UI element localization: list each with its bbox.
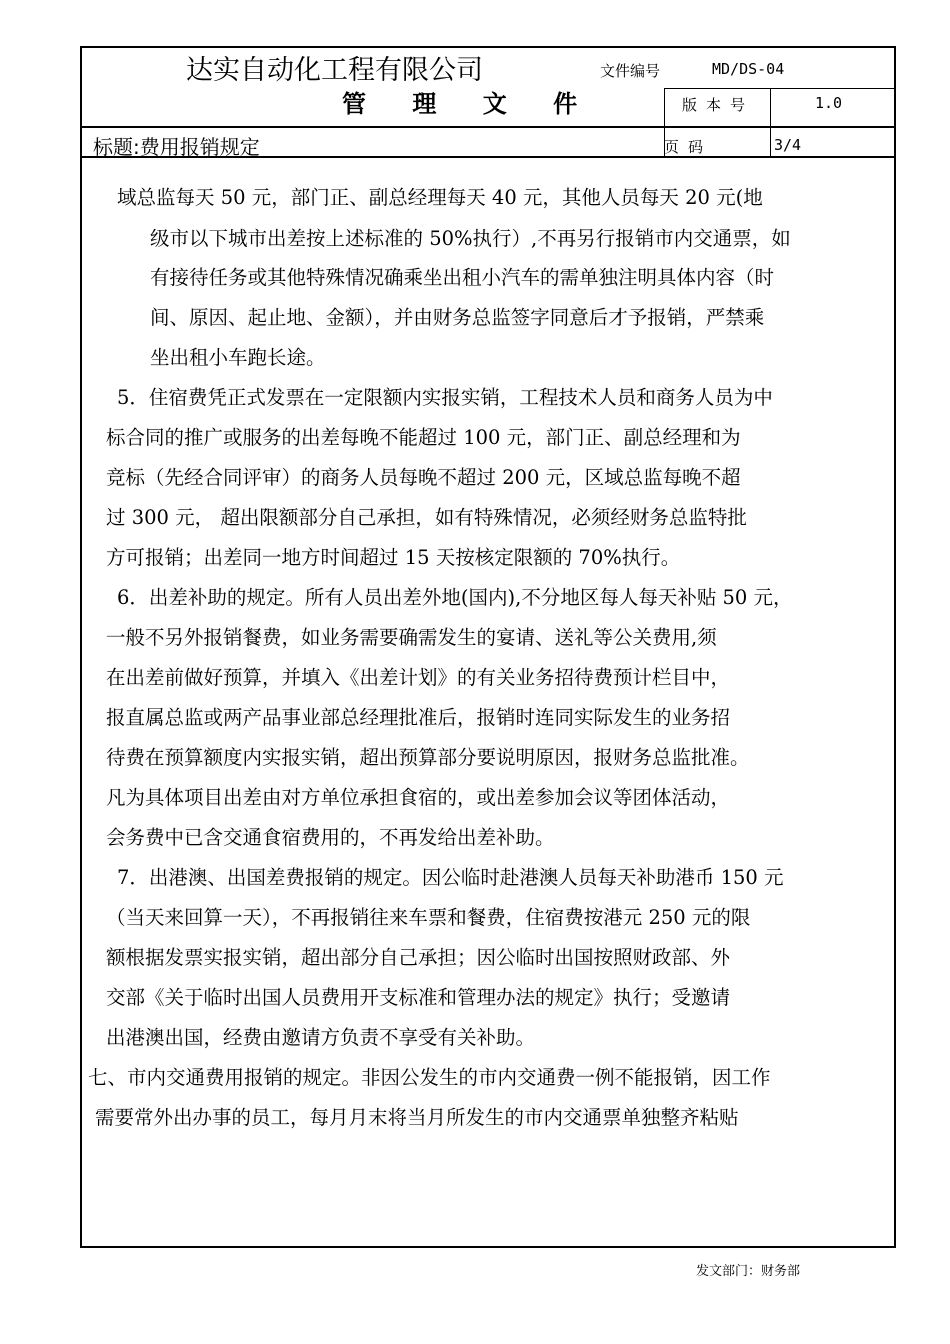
- body-line: 报直属总监或两产品事业部总经理批准后，报销时连同实际发生的业务招: [106, 706, 731, 729]
- company-name: 达实自动化工程有限公司: [186, 55, 483, 86]
- body-line: 坐出租小车跑长途。: [150, 346, 326, 369]
- body-line: 5．住宿费凭正式发票在一定限额内实报实销，工程技术人员和商务人员为中: [117, 386, 773, 409]
- version-value: 1.0: [815, 94, 843, 112]
- body-line: 七、市内交通费用报销的规定。非因公发生的市内交通费一例不能报销，因工作: [88, 1066, 771, 1089]
- body-line: 在出差前做好预算，并填入《出差计划》的有关业务招待费预计栏目中，: [106, 666, 731, 689]
- body-line: 需要常外出办事的员工，每月月末将当月所发生的市内交通票单独整齐粘贴: [95, 1106, 739, 1129]
- header-divider: [80, 126, 896, 128]
- body-line: （当天来回算一天），不再报销往来车票和餐费，住宿费按港元 250 元的限: [106, 906, 751, 929]
- body-line: 竞标（先经合同评审）的商务人员每晚不超过 200 元，区域总监每晚不超: [106, 466, 741, 489]
- body-line: 方可报销；出差同一地方时间超过 15 天按核定限额的 70%执行。: [106, 546, 681, 569]
- file-number-value: MD/DS-04: [712, 60, 785, 78]
- document-subject: 标题:费用报销规定: [93, 135, 260, 159]
- body-line: 有接待任务或其他特殊情况确乘坐出租小汽车的需单独注明具体内容（时: [150, 266, 775, 289]
- body-line: 待费在预算额度内实报实销，超出预算部分要说明原因，报财务总监批准。: [106, 746, 750, 769]
- body-line: 过 300 元， 超出限额部分自己承担，如有特殊情况，必须经财务总监特批: [106, 506, 747, 529]
- body-line: 7．出港澳、出国差费报销的规定。因公临时赴港澳人员每天补助港币 150 元: [117, 866, 784, 889]
- body-line: 一般不另外报销餐费，如业务需要确需发生的宴请、送礼等公关费用,须: [106, 626, 717, 649]
- version-label: 版 本 号: [682, 96, 746, 114]
- document-type: 管 理 文 件: [342, 90, 597, 118]
- header-row-line: [664, 88, 896, 89]
- body-line: 出港澳出国，经费由邀请方负责不享受有关补助。: [106, 1026, 536, 1049]
- page-label: 页 码: [664, 138, 704, 156]
- body-line: 会务费中已含交通食宿费用的，不再发给出差补助。: [106, 826, 555, 849]
- body-line: 6．出差补助的规定。所有人员出差外地(国内),不分地区每人每天补贴 50 元，: [117, 586, 793, 609]
- body-line: 额根据发票实报实销，超出部分自己承担；因公临时出国按照财政部、外: [106, 946, 731, 969]
- body-line: 标合同的推广或服务的出差每晚不能超过 100 元，部门正、副总经理和为: [106, 426, 741, 449]
- header-col-line-2: [770, 88, 771, 158]
- page-number: 3/4: [774, 136, 802, 154]
- body-line: 间、原因、起止地、金额），并由财务总监签字同意后才予报销，严禁乘: [150, 306, 765, 329]
- body-line: 交部《关于临时出国人员费用开支标准和管理办法的规定》执行；受邀请: [106, 986, 731, 1009]
- file-number-label: 文件编号: [600, 62, 661, 80]
- body-line: 级市以下城市出差按上述标准的 50%执行）,不再另行报销市内交通票，如: [150, 227, 791, 250]
- issuing-department: 发文部门：财务部: [696, 1264, 801, 1279]
- body-line: 凡为具体项目出差由对方单位承担食宿的，或出差参加会议等团体活动，: [106, 786, 731, 809]
- body-line: 域总监每天 50 元，部门正、副总经理每天 40 元，其他人员每天 20 元(地: [117, 186, 763, 209]
